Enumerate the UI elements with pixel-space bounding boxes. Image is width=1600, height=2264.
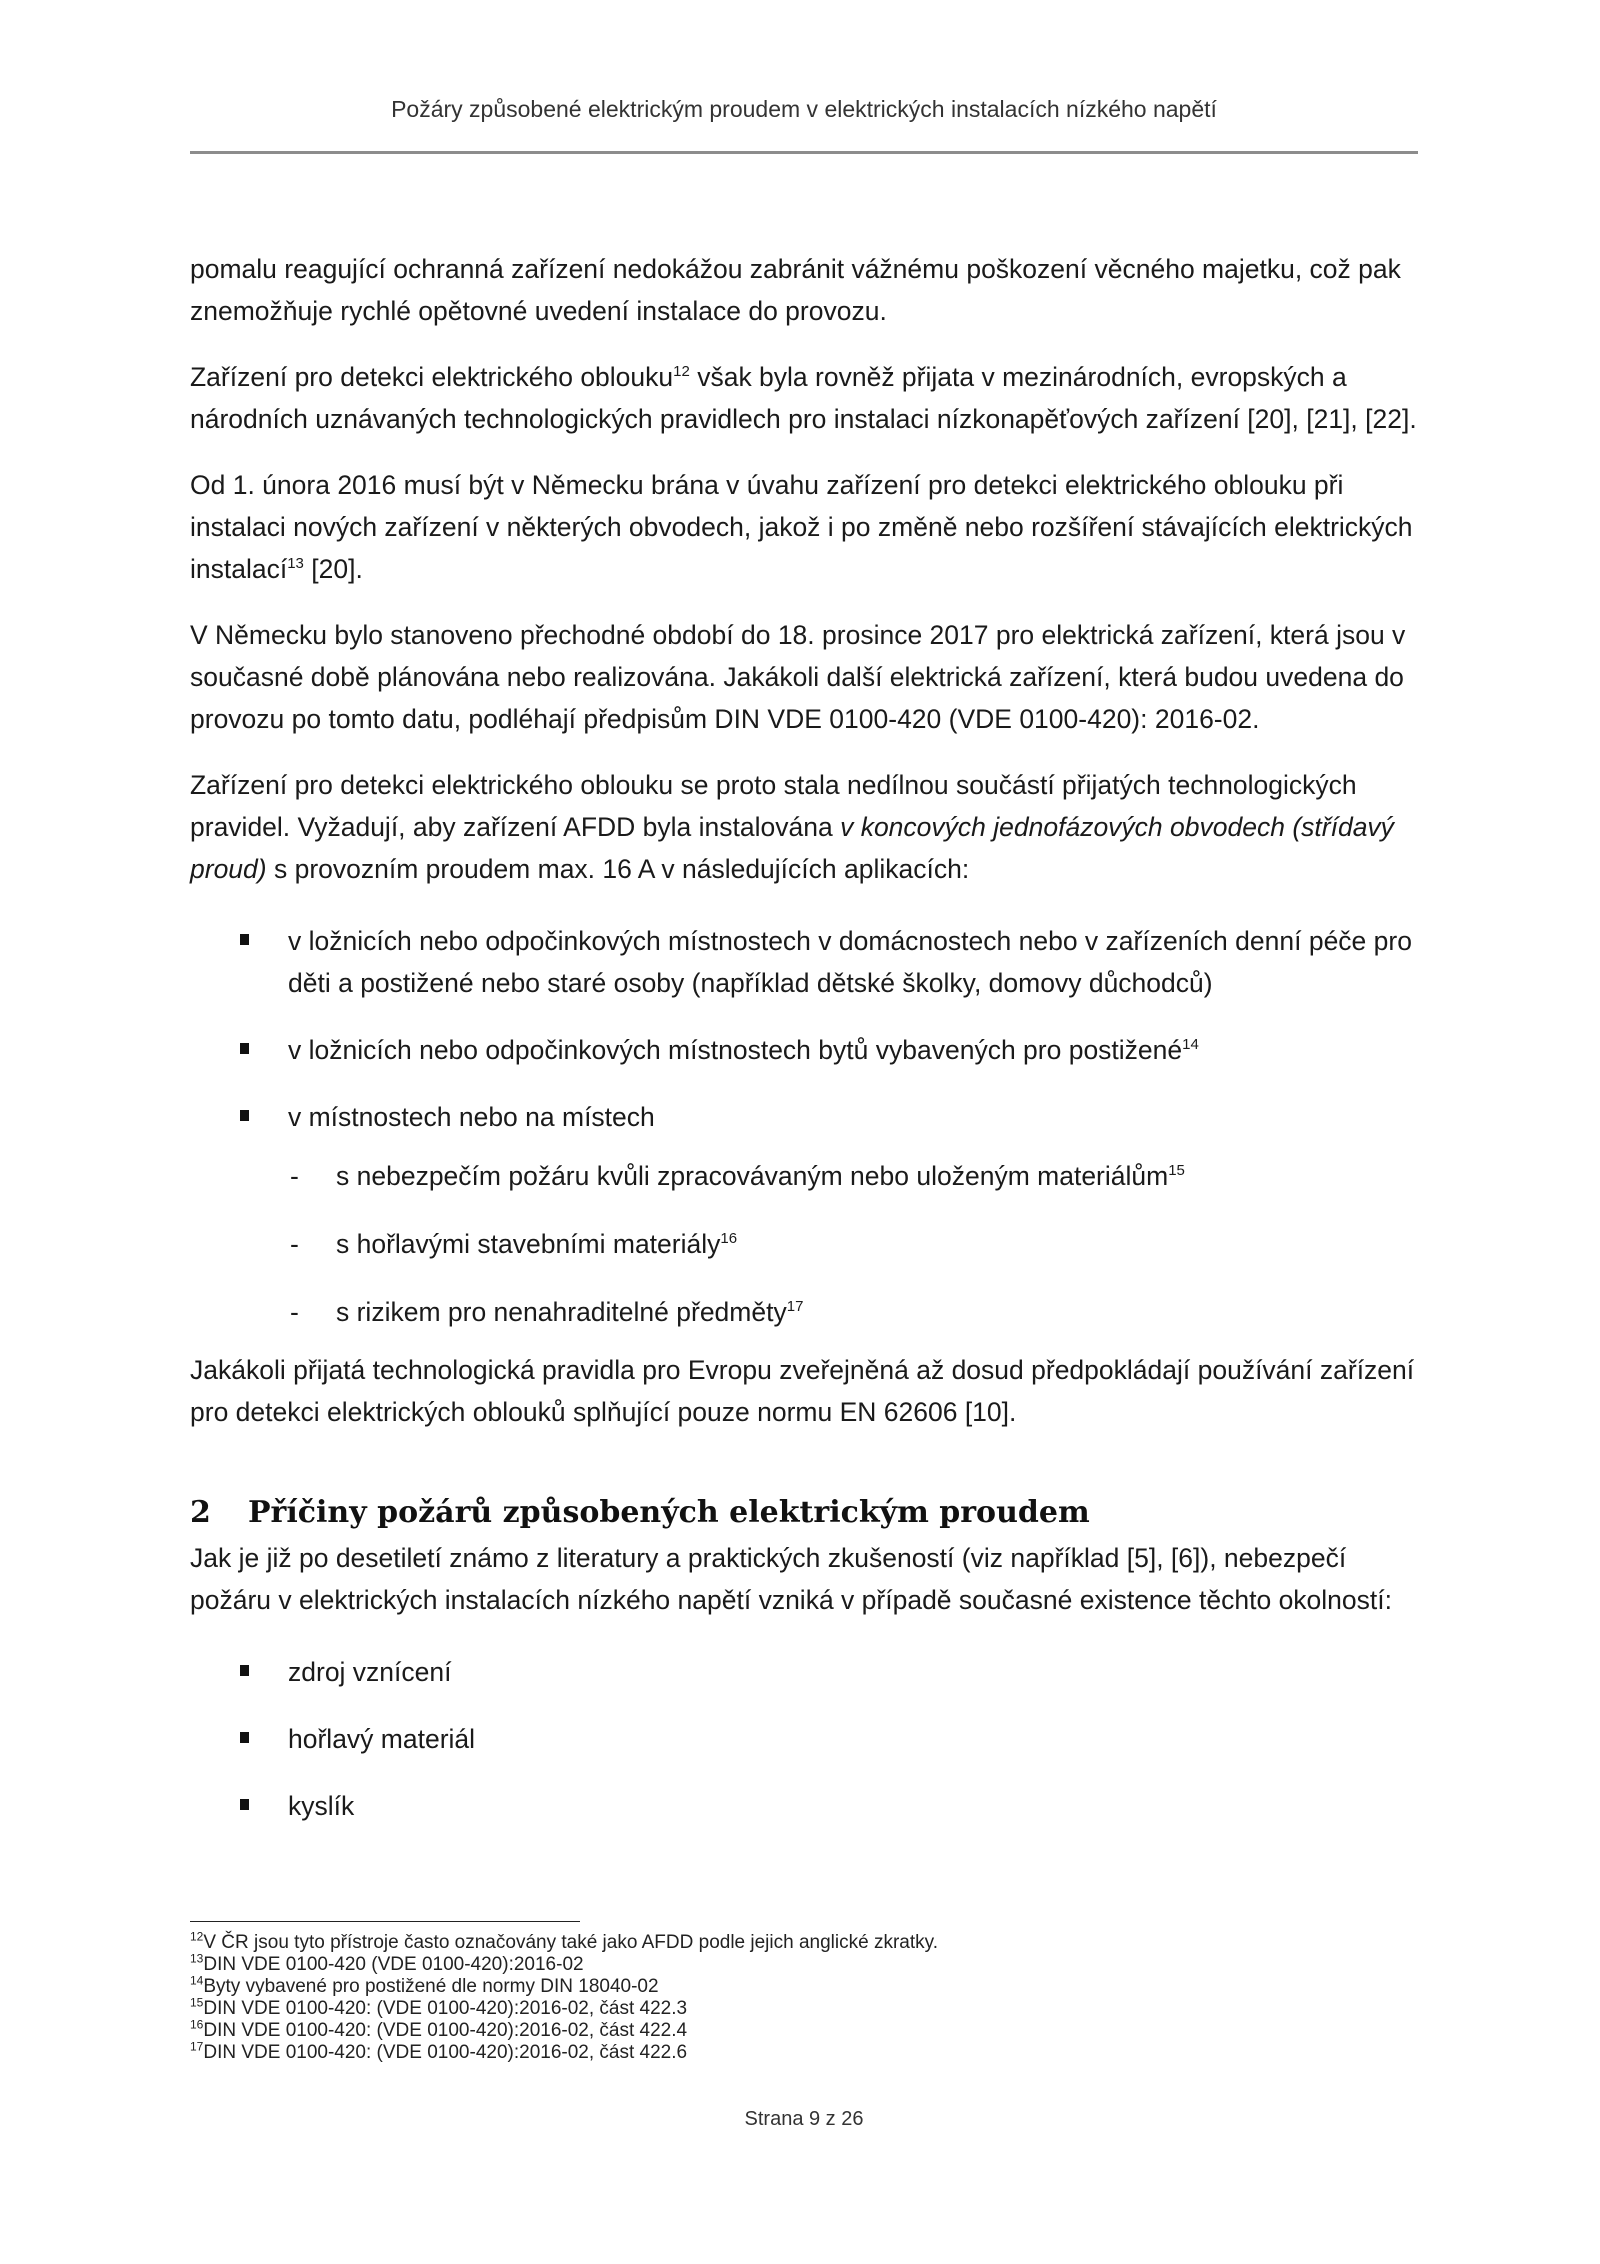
- paragraph-7-text: Jak je již po desetiletí známo z literatury a praktických zkušeností (viz například [5], [6]), nebezpečí požáru v elektrických instalacích nízkého napětí vzniká v případě současné existence těchto okolností:: [190, 1543, 1392, 1615]
- paragraph-4-text: V Německu bylo stanoveno přechodné období do 18. prosince 2017 pro elektrická zařízení, která jsou v současné době plánována nebo realizována. Jakákoli další elektrická zařízení, která budou uvedena do provozu po tomto datu, podléhají předpisům DIN VDE 0100-420 (VDE 0100-420): 2016-02.: [190, 620, 1406, 734]
- sublist-item: [190, 1223, 1418, 1265]
- paragraph-2-text-b: však byla rovněž přijata v mezinárodních, evropských a národních uznávaných technologických pravidlech pro instalaci nízkonapěťových zařízení [20], [21], [22].: [190, 362, 1417, 434]
- list-item: [190, 1029, 1418, 1071]
- main-content: [190, 248, 1418, 1852]
- footnote-ref-16[interactable]: 16: [720, 1230, 738, 1248]
- footnote-13: [190, 1951, 1418, 1976]
- footnote-number: 14: [190, 1973, 204, 1988]
- list-item-text: v ložnicích nebo odpočinkových místnostech bytů vybavených pro postižené: [288, 1035, 1183, 1065]
- sublist-item-text: s nebezpečím požáru kvůli zpracovávaným nebo uloženým materiálům: [336, 1161, 1169, 1191]
- section-number: 2: [190, 1495, 211, 1530]
- footnote-ref-13[interactable]: 13: [287, 555, 304, 573]
- paragraph-5-text-b: s provozním proudem max. 16 A v následujících aplikacích:: [266, 854, 970, 884]
- footnote-ref-15[interactable]: 15: [1168, 1162, 1185, 1180]
- sublist-item: [190, 1291, 1418, 1333]
- list-item: [190, 1651, 1418, 1693]
- bullet-square-icon: [240, 1799, 249, 1810]
- footnote-ref-17[interactable]: 17: [786, 1298, 804, 1316]
- footnote-ref-12[interactable]: 12: [673, 363, 690, 381]
- section-heading: [190, 1493, 1418, 1533]
- paragraph-3-text-a: Od 1. února 2016 musí být v Německu brána v úvahu zařízení pro detekci elektrického oblouku při instalaci nových zařízení v některých obvodech, jakož i po změně nebo rozšíření stávajících elektrických instalací: [190, 470, 1413, 584]
- footnote-number: 12: [190, 1929, 204, 1944]
- dash-marker: -: [290, 1229, 299, 1259]
- sublist-item-text: s rizikem pro nenahraditelné předměty: [336, 1297, 787, 1327]
- header-rule: [190, 151, 1418, 154]
- footnote-15: [190, 1995, 1418, 2020]
- running-header: Požáry způsobené elektrickým proudem v elektrických instalacích nízkého napětí: [391, 96, 1217, 122]
- paragraph-3-text-b: [20].: [303, 554, 363, 584]
- paragraph-5-text-a: Zařízení pro detekci elektrického oblouku se proto stala nedílnou součástí přijatých technologických pravidel. Vyžadují, aby zařízení AFDD byla instalována: [190, 770, 1357, 842]
- location-sublist: [190, 1155, 1418, 1333]
- footnote-number: 13: [190, 1951, 204, 1966]
- footnote-text: Byty vybavené pro postižené dle normy DIN 18040-02: [203, 1976, 659, 1997]
- paragraph-1: [190, 248, 1418, 332]
- footnote-number: 15: [190, 1995, 204, 2010]
- dash-marker: -: [290, 1161, 299, 1191]
- paragraph-6: [190, 1349, 1418, 1433]
- bullet-square-icon: [240, 1665, 249, 1676]
- list-item-text: zdroj vznícení: [288, 1657, 452, 1687]
- footnote-text: DIN VDE 0100-420: (VDE 0100-420):2016-02, část 422.6: [203, 2042, 688, 2063]
- conditions-list: [190, 1651, 1418, 1827]
- bullet-square-icon: [240, 934, 249, 945]
- sublist-item: [190, 1155, 1418, 1197]
- footnote-16: [190, 2017, 1418, 2042]
- list-item-text: hořlavý materiál: [288, 1724, 476, 1754]
- paragraph-4: [190, 614, 1418, 740]
- page-number: Strana 9 z 26: [744, 2108, 864, 2130]
- bullet-square-icon: [240, 1732, 249, 1743]
- footnote-17: [190, 2039, 1418, 2064]
- paragraph-5: [190, 764, 1418, 890]
- list-item-text: v ložnicích nebo odpočinkových místnostech v domácnostech nebo v zařízeních denní péče pro děti a postižené nebo staré osoby (například dětské školky, domovy důchodců): [288, 926, 1412, 998]
- paragraph-6-text: Jakákoli přijatá technologická pravidla pro Evropu zveřejněná až dosud předpokládají používání zařízení pro detekci elektrických oblouků splňující pouze normu EN 62606 [10].: [190, 1355, 1415, 1427]
- footnote-text: DIN VDE 0100-420 (VDE 0100-420):2016-02: [203, 1954, 584, 1975]
- section-title: Příčiny požárů způsobených elektrickým proudem: [248, 1495, 1090, 1530]
- footnotes: [190, 1929, 1418, 2064]
- footnote-number: 16: [190, 2017, 204, 2032]
- bullet-square-icon: [240, 1110, 249, 1121]
- footnote-text: DIN VDE 0100-420: (VDE 0100-420):2016-02, část 422.3: [203, 1998, 688, 2019]
- application-list: [190, 920, 1418, 1138]
- list-item: [190, 1096, 1418, 1138]
- footnote-12: [190, 1929, 1418, 1954]
- footnote-14: [190, 1973, 1418, 1998]
- dash-marker: -: [290, 1297, 299, 1327]
- footnote-text: DIN VDE 0100-420: (VDE 0100-420):2016-02, část 422.4: [203, 2020, 688, 2041]
- list-item-text: kyslík: [288, 1791, 355, 1821]
- paragraph-5-italic: v koncových jednofázových obvodech (střídavý proud): [190, 812, 1394, 884]
- footnote-number: 17: [190, 2039, 204, 2054]
- footnote-separator: [190, 1921, 580, 1922]
- bullet-square-icon: [240, 1043, 249, 1054]
- footnote-ref-14[interactable]: 14: [1182, 1036, 1199, 1054]
- list-item: [190, 1785, 1418, 1827]
- paragraph-2-text-a: Zařízení pro detekci elektrického oblouku: [190, 362, 674, 392]
- list-item-text: v místnostech nebo na místech: [288, 1102, 655, 1132]
- list-item: [190, 1718, 1418, 1760]
- paragraph-2: [190, 356, 1418, 440]
- list-item: [190, 920, 1418, 1004]
- sublist-item-text: s hořlavými stavebními materiály: [336, 1229, 721, 1259]
- paragraph-3: [190, 464, 1418, 590]
- footnote-text: V ČR jsou tyto přístroje často označovány také jako AFDD podle jejich anglické zkratky.: [203, 1932, 939, 1953]
- paragraph-1-text: pomalu reagující ochranná zařízení nedokážou zabránit vážnému poškození věcného majetku, což pak znemožňuje rychlé opětovné uvedení instalace do provozu.: [190, 254, 1401, 326]
- paragraph-7: [190, 1537, 1418, 1621]
